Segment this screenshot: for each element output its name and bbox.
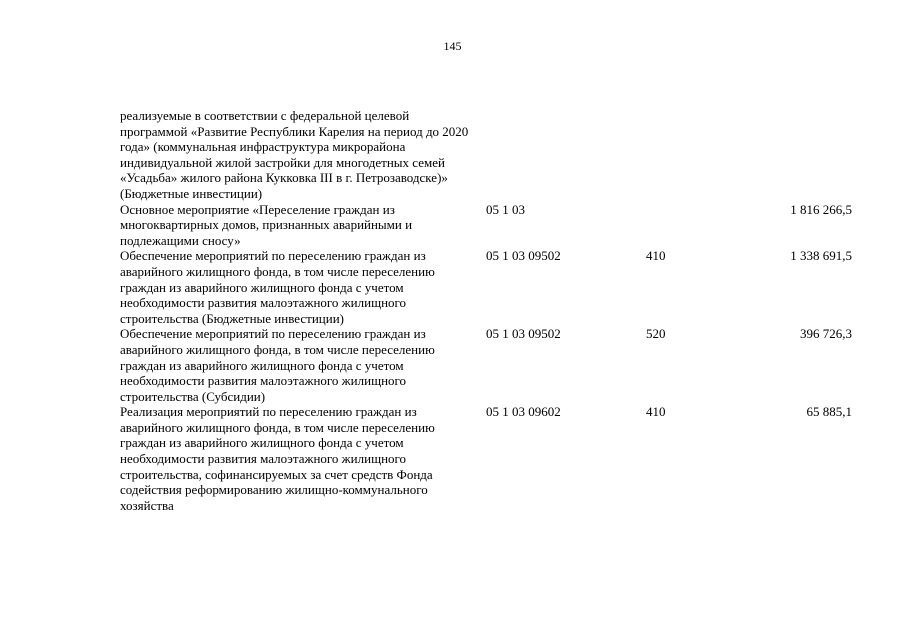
row-name: Обеспечение мероприятий по переселению граждан из аварийного жилищного фонда, в том числе переселению граждан из аварийного жилищного фонда с учетом необходимости развития малоэтажного жилищного строительства (Бюджетные инвестиции) [120,248,435,326]
row-code: 05 1 03 [486,201,525,217]
row-sum: 1 816 266,5 [790,201,852,217]
budget-table [120,108,852,513]
row-sum: 65 885,1 [806,404,852,420]
row-type: 410 [646,248,666,264]
table-row [120,326,852,404]
row-name: Обеспечение мероприятий по переселению граждан из аварийного жилищного фонда, в том числе переселению граждан из аварийного жилищного фонда с учетом необходимости развития малоэтажного жилищного строительства (Субсидии) [120,326,435,404]
row-name: реализуемые в соответствии с федеральной целевой программой «Развитие Республики Карелия на период до 2020 года» (коммунальная инфраструктура микрорайона индивидуальной жилой застройки для многодетных семей «Усадьба» жилого района Кукковка III в г. Петрозаводске)» (Бюджетные инвестиции) [120,108,469,201]
row-sum [716,108,852,202]
table-row [120,248,852,326]
table-row [120,404,852,513]
row-type [646,202,716,249]
row-type [646,108,716,202]
page-number: 145 [443,39,462,53]
table-row [120,108,852,202]
row-code: 05 1 03 09602 [486,404,561,420]
table-row [120,202,852,249]
row-code: 05 1 03 09502 [486,248,561,264]
row-type: 410 [646,404,666,420]
row-name: Основное мероприятие «Переселение граждан из многоквартирных домов, признанных аварийными и подлежащими сносу» [120,201,413,248]
row-sum: 396 726,3 [800,326,852,342]
row-sum: 1 338 691,5 [790,248,852,264]
row-name: Реализация мероприятий по переселению граждан из аварийного жилищного фонда, в том числе переселению граждан из аварийного жилищного фонда с учетом необходимости развития малоэтажного жилищного строительства, софинансируемых за счет средств Фонда содействия реформированию жилищно-коммунального хозяйства [120,404,435,513]
row-code: 05 1 03 09502 [486,326,561,342]
row-code [480,108,646,202]
row-type: 520 [646,326,666,342]
